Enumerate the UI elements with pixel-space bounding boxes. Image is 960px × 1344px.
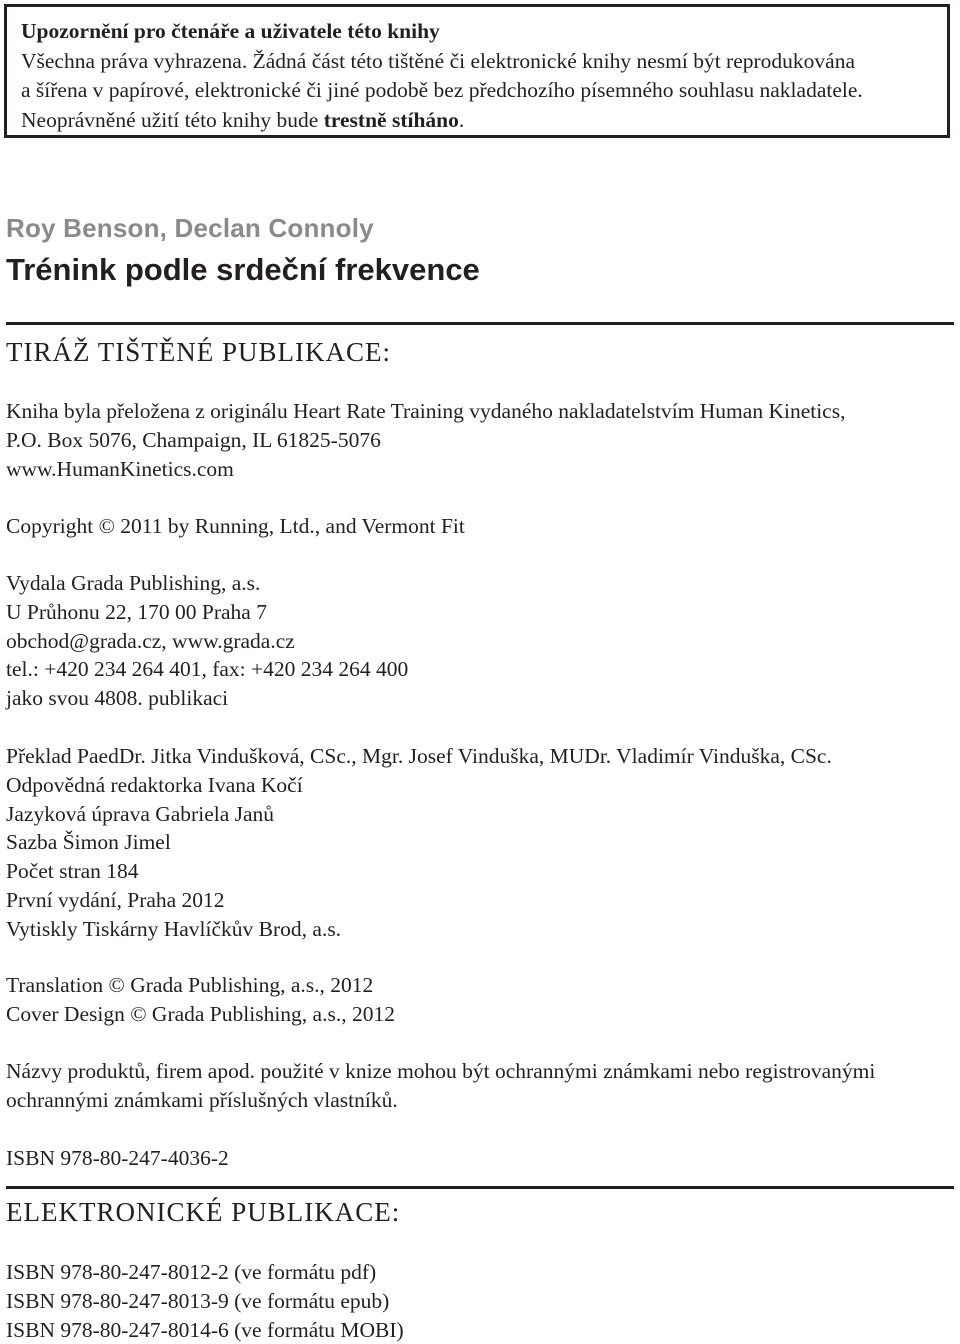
trademark-notice — [6, 1057, 956, 1115]
info-line: Sazba Šimon Jimel — [6, 830, 171, 855]
electronic-publication-heading: ELEKTRONICKÉ PUBLIKACE: — [6, 1197, 401, 1227]
info-line: ochrannými známkami příslušných vlastníků. — [6, 1087, 398, 1112]
book-authors: Roy Benson, Declan Connoly — [6, 213, 374, 243]
info-line: U Průhonu 22, 170 00 Praha 7 — [6, 599, 267, 624]
info-line: Počet stran 184 — [6, 859, 139, 884]
info-line: Názvy produktů, firem apod. použité v knize mohou být ochrannými známkami nebo registrovanými — [6, 1059, 876, 1083]
info-line: jako svou 4808. publikaci — [6, 686, 229, 711]
info-line: www.HumanKinetics.com — [6, 456, 234, 481]
section-divider — [6, 1186, 954, 1189]
credits-info — [6, 742, 956, 944]
info-line: tel.: +420 234 264 401, fax: +420 234 264 400 — [6, 657, 409, 682]
notice-line: Všechna práva vyhrazena. Žádná část této tištěné či elektronické knihy nesmí být reprodukována — [21, 48, 855, 73]
info-line: Vytiskly Tiskárny Havlíčkův Brod, a.s. — [6, 916, 342, 941]
electronic-isbns — [6, 1258, 956, 1344]
isbn-line: ISBN 978-80-247-8014-6 (ve formátu MOBI) — [6, 1317, 404, 1342]
print-imprint-heading: TIRÁŽ TIŠTĚNÉ PUBLIKACE: — [6, 337, 391, 367]
info-line: Kniha byla přeložena z originálu Heart Rate Training vydaného nakladatelstvím Human Kinetics, — [6, 399, 846, 423]
copyright-notice-box — [4, 4, 950, 138]
print-isbn — [6, 1144, 956, 1173]
notice-line-end: . — [458, 107, 465, 132]
notice-line: a šířena v papírové, elektronické či jiné podobě bez předchozího písemného souhlasu nakladatele. — [21, 78, 863, 102]
info-line: Cover Design © Grada Publishing, a.s., 2012 — [6, 1001, 395, 1026]
isbn-line: ISBN 978-80-247-8013-9 (ve formátu epub) — [6, 1288, 390, 1313]
section-divider — [6, 322, 954, 325]
notice-line-text: Neoprávněné užití této knihy bude — [21, 107, 324, 132]
publisher-info — [6, 569, 956, 713]
notice-line — [21, 106, 947, 136]
info-line: Vydala Grada Publishing, a.s. — [6, 571, 261, 595]
isbn-line: ISBN 978-80-247-4036-2 — [6, 1146, 229, 1170]
info-line: Translation © Grada Publishing, a.s., 2012 — [6, 973, 374, 997]
info-line: Odpovědná redaktorka Ivana Kočí — [6, 772, 303, 797]
original-edition-info — [6, 397, 956, 483]
info-line: Překlad PaedDr. Jitka Vindušková, CSc., Mgr. Josef Vinduška, MUDr. Vladimír Vinduška, CSc. — [6, 744, 832, 768]
info-line: obchod@grada.cz, www.grada.cz — [6, 628, 295, 653]
notice-title: Upozornění pro čtenáře a uživatele této knihy — [21, 19, 440, 43]
copyright-line — [6, 512, 956, 541]
book-title: Trénink podle srdeční frekvence — [6, 252, 480, 287]
translation-rights — [6, 971, 956, 1029]
info-line: První vydání, Praha 2012 — [6, 887, 225, 912]
info-line: P.O. Box 5076, Champaign, IL 61825-5076 — [6, 427, 381, 452]
isbn-line: ISBN 978-80-247-8012-2 (ve formátu pdf) — [6, 1260, 377, 1284]
info-line: Jazyková úprava Gabriela Janů — [6, 801, 275, 826]
info-line: Copyright © 2011 by Running, Ltd., and Vermont Fit — [6, 514, 465, 538]
notice-emphasis: trestně stíháno — [323, 107, 459, 132]
